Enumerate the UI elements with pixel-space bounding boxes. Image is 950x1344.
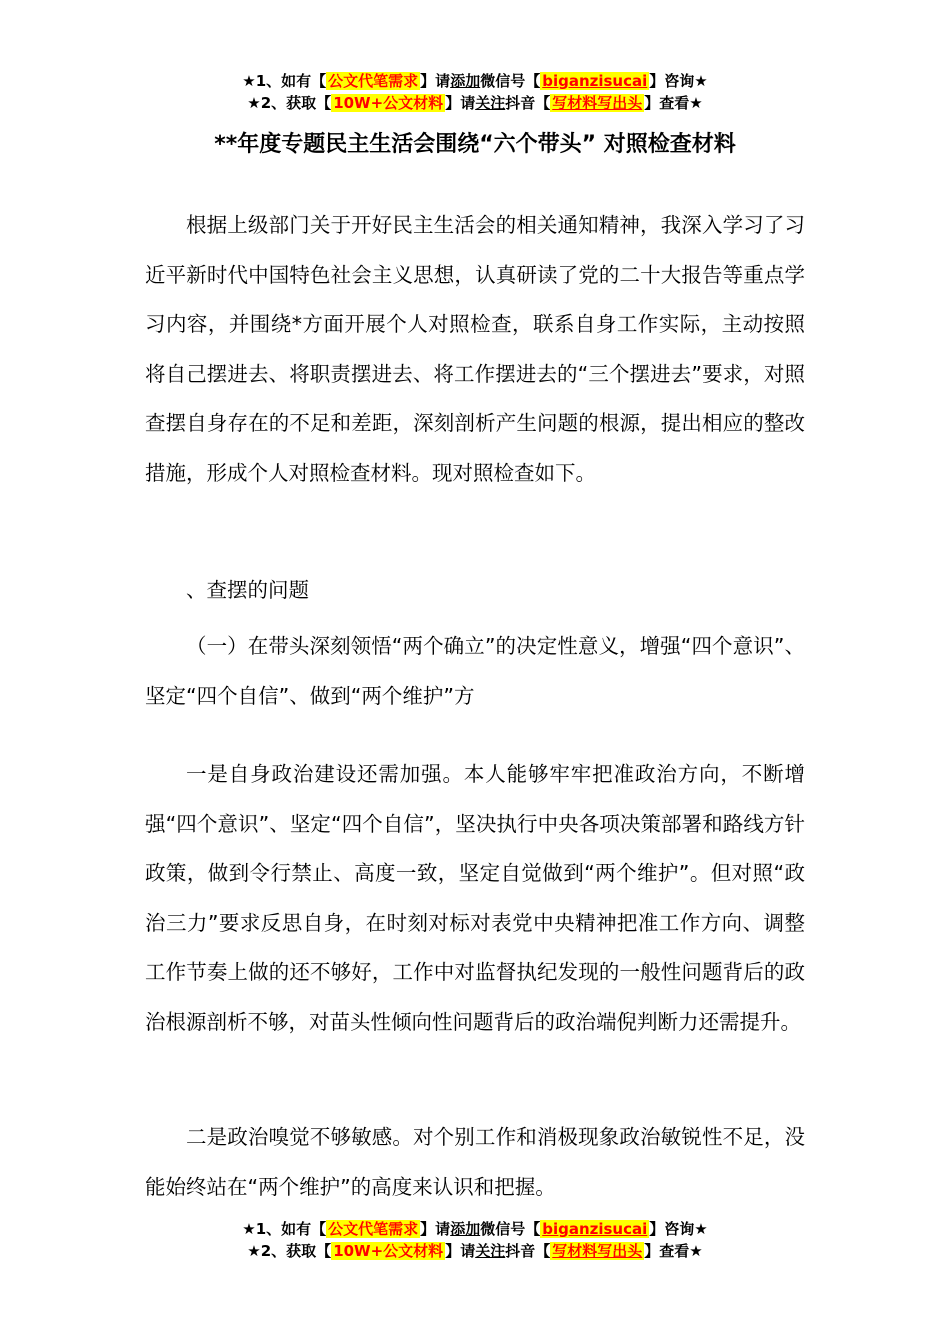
paragraph-text: 根据上级部门关于开好民主生活会的相关通知精神，我深入学习了习近平新时代中国特色社会主义思想，认真研读了党的二十大报告等重点学习内容，并围绕*方面开展个人对照检查，联系自身工作实际，主动按照将自己摆进去、将职责摆进去、将工作摆进去的“三个摆进去”要求，对照查摆自身存在的不足和差距，深刻剖析产生问题的根源，提出相应的整改措施，形成个人对照检查材料。现对照检查如下。 [145,213,805,485]
subsection-heading [145,622,805,721]
banner-line-1 [0,70,950,92]
banner-highlight: 10W+公文材料 [333,94,444,112]
banner-text: 】咨询★ [649,72,708,90]
banner-text: 】请 [445,1242,476,1260]
banner-highlight: 10W+公文材料 [333,1242,444,1260]
banner-text: 】请 [420,1220,451,1238]
banner-emphasis: 添加 [450,72,481,90]
section-heading [145,566,805,616]
banner-text: 】请 [445,94,476,112]
banner-highlight: 公文代笔需求 [328,1220,419,1238]
paragraph-text: 二是政治嗅觉不够敏感。对个别工作和消极现象政治敏锐性不足，没能始终站在“两个维护”的高度来认识和把握。 [145,1125,805,1199]
banner-highlight: 公文代笔需求 [328,72,419,90]
banner-text: 】查看★ [644,94,703,112]
banner-text: ★2、获取【 [247,94,332,112]
header-banner [0,70,950,114]
banner-text: 抖音【 [505,94,551,112]
banner-line-2 [0,92,950,114]
banner-text: ★1、如有【 [242,72,327,90]
banner-text: 抖音【 [505,1242,551,1260]
banner-douyin-account: 写材料写出头 [552,1242,643,1260]
heading-text: 、查摆的问题 [186,578,309,602]
banner-emphasis: 关注 [475,94,506,112]
banner-douyin-account: 写材料写出头 [552,94,643,112]
banner-wechat-id: biganzisucai [542,1220,648,1238]
heading-text: （一）在带头深刻领悟“两个确立”的决定性意义，增强“四个意识”、坚定“四个自信”、做到“两个维护”方 [145,634,805,708]
paragraph-text: 一是自身政治建设还需加强。本人能够牢牢把准政治方向，不断增强“四个意识”、坚定“四个自信”，坚决执行中央各项决策部署和路线方针政策，做到令行禁止、高度一致，坚定自觉做到“两个维护”。但对照“政治三力”要求反思自身，在时刻对标对表党中央精神把准工作方向、调整工作节奏上做的还不够好，工作中对监督执纪发现的一般性问题背后的政治根源剖析不够，对苗头性倾向性问题背后的政治端倪判断力还需提升。 [145,762,805,1034]
footer-banner [0,1218,950,1262]
document-title: **年度专题民主生活会围绕“六个带头” 对照检查材料 [214,132,736,157]
intro-paragraph [145,201,805,498]
banner-text: 微信号【 [480,72,541,90]
banner-text: 】请 [420,72,451,90]
point-2-paragraph [145,1113,805,1212]
point-1-paragraph [145,750,805,1047]
banner-text: ★1、如有【 [242,1220,327,1238]
banner-line-1 [0,1218,950,1240]
banner-wechat-id: biganzisucai [542,72,648,90]
banner-line-2 [0,1240,950,1262]
banner-text: 微信号【 [480,1220,541,1238]
banner-text: ★2、获取【 [247,1242,332,1260]
banner-emphasis: 添加 [450,1220,481,1238]
banner-text: 】咨询★ [649,1220,708,1238]
banner-emphasis: 关注 [475,1242,506,1260]
banner-text: 】查看★ [644,1242,703,1260]
